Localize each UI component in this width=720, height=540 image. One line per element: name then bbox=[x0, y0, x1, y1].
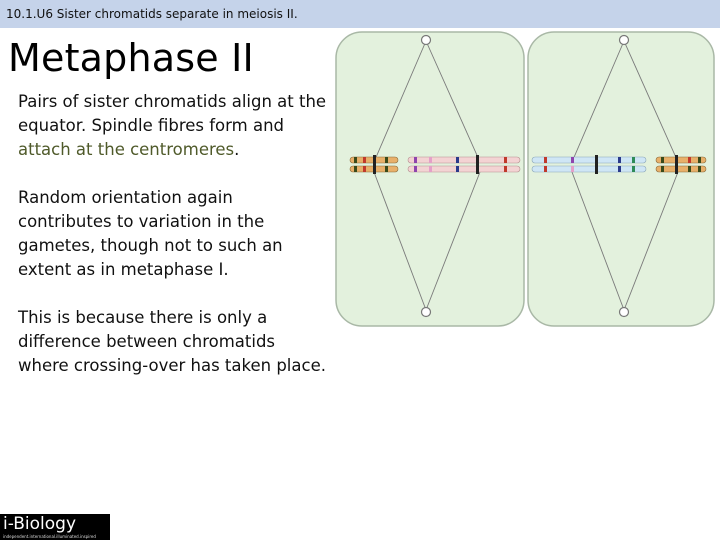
centrosome-left-bottom bbox=[422, 308, 431, 317]
metaphase-ii-diagram bbox=[330, 24, 720, 334]
centrosome-right-top bbox=[620, 36, 629, 45]
cell-left-membrane bbox=[336, 32, 524, 326]
header-text: 10.1.U6 Sister chromatids separate in meiosis II. bbox=[6, 7, 298, 21]
centrosome-left-top bbox=[422, 36, 431, 45]
cell-left bbox=[336, 32, 524, 326]
paragraph-metaphase-description bbox=[18, 90, 328, 162]
paragraph-random-orientation: Random orientation again contributes to variation in the gametes, though not to such an extent as in metaphase I. bbox=[18, 188, 283, 279]
paragraph-1-text: Pairs of sister chromatids align at the equator. Spindle fibres form and bbox=[18, 92, 327, 135]
cell-right bbox=[528, 32, 714, 326]
logo-name: i-Biology bbox=[3, 514, 77, 534]
cell-right-membrane bbox=[528, 32, 714, 326]
paragraph-crossing-over: This is because there is only a difference between chromatids where crossing-over has taken place. bbox=[18, 308, 326, 375]
centrosome-right-bottom bbox=[620, 308, 629, 317]
paragraph-1-highlight: attach at the centromeres bbox=[18, 140, 235, 159]
logo-tagline: independent.international.illuminated.inspired bbox=[3, 534, 96, 539]
ibiology-logo bbox=[0, 514, 110, 540]
paragraph-1-end: . bbox=[234, 140, 240, 159]
slide-title: Metaphase II bbox=[8, 36, 254, 80]
